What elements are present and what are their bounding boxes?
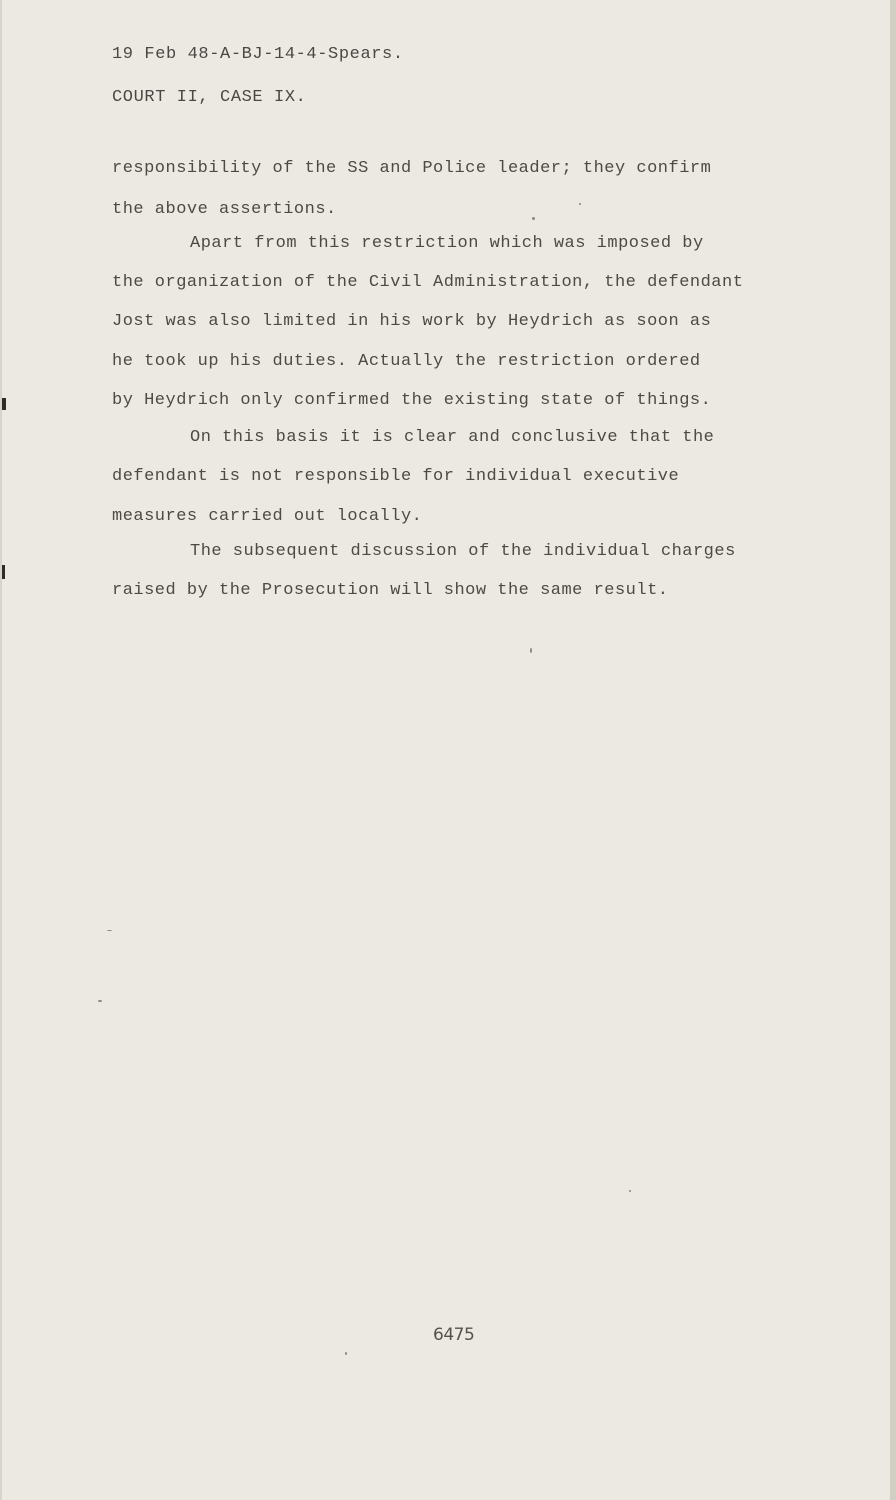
body-line: he took up his duties. Actually the restriction ordered [112, 352, 701, 371]
body-line: defendant is not responsible for individual executive [112, 467, 680, 486]
body-line: the organization of the Civil Administration, the defendant [112, 273, 744, 292]
body-line: responsibility of the SS and Police leader; they confirm [112, 159, 712, 178]
paragraph-start-line: The subsequent discussion of the individual charges [190, 542, 736, 561]
margin-mark [2, 398, 6, 410]
paper-speck [107, 930, 112, 931]
paper-speck [98, 1000, 102, 1002]
paper-speck [345, 1352, 347, 1355]
paper-speck [530, 648, 532, 653]
body-line: Jost was also limited in his work by Heydrich as soon as [112, 312, 712, 331]
paper-speck [532, 217, 535, 220]
paragraph-start-line: On this basis it is clear and conclusive that the [190, 428, 715, 447]
paper-speck [629, 1190, 631, 1192]
body-line: by Heydrich only confirmed the existing state of things. [112, 391, 712, 410]
court-case-heading: COURT II, CASE IX. [112, 88, 307, 107]
page-number: 6475 [433, 1325, 475, 1345]
paper-speck [579, 203, 581, 205]
document-reference: 19 Feb 48-A-BJ-14-4-Spears. [112, 45, 404, 64]
body-line: measures carried out locally. [112, 507, 423, 526]
body-line: raised by the Prosecution will show the same result. [112, 581, 669, 600]
paragraph-start-line: Apart from this restriction which was imposed by [190, 234, 704, 253]
margin-mark [2, 565, 5, 579]
body-line: the above assertions. [112, 200, 337, 219]
